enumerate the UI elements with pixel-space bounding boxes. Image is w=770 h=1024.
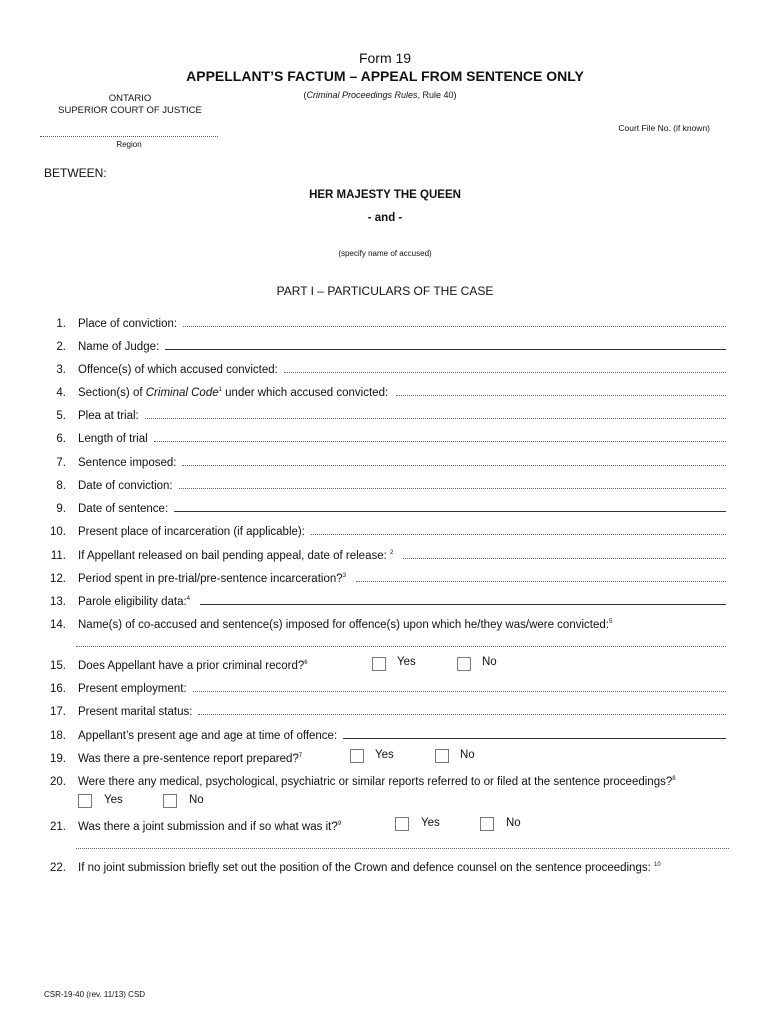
psr-no-checkbox[interactable] bbox=[435, 749, 449, 763]
incarceration-period-field[interactable] bbox=[356, 581, 726, 582]
item-label: Place of conviction: bbox=[78, 318, 178, 330]
yes-label: Yes bbox=[104, 794, 123, 806]
employment-field[interactable] bbox=[193, 691, 726, 692]
place-of-conviction-field[interactable] bbox=[183, 326, 726, 327]
item-label: Appellant’s present age and age at time of offence: bbox=[78, 730, 338, 742]
accused-name-hint: (specify name of accused) bbox=[338, 249, 432, 258]
item-label: Was there a joint submission and if so what was it?$^9$ bbox=[78, 821, 342, 833]
item-label: If no joint submission briefly set out the position of the Crown and defence counsel on the sentence proceedings: $^{10}$ bbox=[78, 862, 661, 874]
respondent-name: HER MAJESTY THE QUEEN bbox=[309, 189, 461, 201]
trial-length-field[interactable] bbox=[154, 441, 726, 442]
item-label: Was there a pre-sentence report prepared?$^7$ bbox=[78, 753, 303, 765]
item-row-18: 18. Appellant’s present age and age at time of offence: bbox=[44, 724, 726, 742]
reports-no-checkbox[interactable] bbox=[163, 794, 177, 808]
sentence-date-field[interactable] bbox=[174, 511, 726, 512]
parole-eligibility-field[interactable] bbox=[200, 604, 726, 605]
item-row-17: 17. Present marital status: bbox=[44, 700, 726, 718]
item-label: Plea at trial: bbox=[78, 410, 139, 422]
item-label: Sentence imposed: bbox=[78, 457, 177, 469]
rule-reference-italic: Criminal Proceedings Rules bbox=[306, 90, 418, 100]
item-label: Present employment: bbox=[78, 683, 187, 695]
prior-record-yes-checkbox[interactable] bbox=[372, 657, 386, 671]
item-label: Present marital status: bbox=[78, 706, 193, 718]
item-row-11: 11. If Appellant released on bail pending appeal, date of release: $^2$ bbox=[44, 544, 726, 562]
yes-label: Yes bbox=[421, 817, 440, 829]
item-row-8: 8. Date of conviction: bbox=[44, 474, 726, 492]
marital-status-field[interactable] bbox=[198, 714, 726, 715]
item-row-7: 7. Sentence imposed: bbox=[44, 451, 726, 469]
item-row-4: 4. Section(s) of Criminal Code$^1$ under which accused convicted: bbox=[44, 381, 726, 399]
item-row-10: 10. Present place of incarceration (if applicable): bbox=[44, 520, 726, 538]
item-row-21: 21. Was there a joint submission and if so what was it?$^9$ bbox=[50, 821, 342, 833]
between-label: BETWEEN: bbox=[44, 166, 107, 180]
no-label: No bbox=[460, 749, 475, 761]
judge-name-field[interactable] bbox=[165, 349, 726, 350]
no-label: No bbox=[482, 656, 497, 668]
form-title: APPELLANT’S FACTUM – APPEAL FROM SENTENCE ONLY bbox=[186, 68, 584, 84]
prior-record-no-checkbox[interactable] bbox=[457, 657, 471, 671]
item-row-12: 12. Period spent in pre-trial/pre-sentence incarceration?$^3$ bbox=[44, 567, 726, 585]
item-label: Name(s) of co-accused and sentence(s) imposed for offence(s) upon which he/they was/were convicted:$^5$ bbox=[78, 619, 613, 631]
no-label: No bbox=[506, 817, 521, 829]
rule-reference: (Criminal Proceedings Rules, Rule 40) bbox=[303, 90, 457, 100]
plea-field[interactable] bbox=[145, 418, 726, 419]
court-name: SUPERIOR COURT OF JUSTICE bbox=[58, 105, 202, 116]
sentence-imposed-field[interactable] bbox=[182, 465, 726, 466]
item-row-19: 19. Was there a pre-sentence report prepared?$^7$ bbox=[50, 753, 303, 765]
psr-yes-checkbox[interactable] bbox=[350, 749, 364, 763]
joint-submission-field[interactable] bbox=[76, 848, 729, 849]
item-row-16: 16. Present employment: bbox=[44, 677, 726, 695]
item-row-15: 15. Does Appellant have a prior criminal record?$^6$ bbox=[50, 660, 308, 672]
item-row-6: 6. Length of trial bbox=[44, 427, 726, 445]
item-row-22: 22. If no joint submission briefly set out the position of the Crown and defence counsel on the sentence proceedings: $^{10}$ bbox=[50, 862, 661, 874]
item-row-13: 13. Parole eligibility data:$^4$ bbox=[44, 590, 726, 608]
item-label: If Appellant released on bail pending appeal, date of release: $^2$ bbox=[78, 550, 394, 562]
age-field[interactable] bbox=[343, 738, 726, 739]
incarceration-place-field[interactable] bbox=[311, 534, 726, 535]
reports-yes-checkbox[interactable] bbox=[78, 794, 92, 808]
offences-field[interactable] bbox=[284, 372, 726, 373]
item-label: Date of conviction: bbox=[78, 480, 173, 492]
no-label: No bbox=[189, 794, 204, 806]
region-field[interactable] bbox=[40, 136, 218, 137]
item-label: Name of Judge: bbox=[78, 341, 160, 353]
item-row-20: 20. Were there any medical, psychological, psychiatric or similar reports referred to or filed at the sentence proceedings?$^8$ bbox=[50, 776, 676, 788]
item-label: Does Appellant have a prior criminal record?$^6$ bbox=[78, 660, 308, 672]
item-label: Period spent in pre-trial/pre-sentence incarceration?$^3$ bbox=[78, 573, 346, 585]
part1-heading: PART I – PARTICULARS OF THE CASE bbox=[276, 284, 494, 298]
item-row-3: 3. Offence(s) of which accused convicted: bbox=[44, 358, 726, 376]
yes-label: Yes bbox=[397, 656, 416, 668]
form-number: Form 19 bbox=[358, 50, 412, 66]
and-separator: - and - bbox=[367, 212, 403, 224]
release-date-field[interactable] bbox=[403, 558, 726, 559]
jurisdiction: ONTARIO bbox=[108, 93, 152, 104]
item-label: Were there any medical, psychological, psychiatric or similar reports referred to or filed at the sentence proceedings?$^8$ bbox=[78, 776, 676, 788]
co-accused-field[interactable] bbox=[76, 646, 726, 647]
court-file-label: Court File No. (if known) bbox=[618, 123, 710, 133]
region-label: Region bbox=[116, 140, 142, 149]
item-row-14: 14. Name(s) of co-accused and sentence(s) imposed for offence(s) upon which he/they was/were convicted:$^5$ bbox=[50, 619, 613, 631]
item-row-9: 9. Date of sentence: bbox=[44, 497, 726, 515]
item-row-2: 2. Name of Judge: bbox=[44, 335, 726, 353]
item-label: Section(s) of Criminal Code$^1$ under which accused convicted: bbox=[78, 387, 389, 399]
item-row-5: 5. Plea at trial: bbox=[44, 404, 726, 422]
item-label: Parole eligibility data:$^4$ bbox=[78, 596, 191, 608]
criminal-code-sections-field[interactable] bbox=[396, 395, 726, 396]
item-row-1: 1. Place of conviction: bbox=[44, 312, 726, 330]
yes-label: Yes bbox=[375, 749, 394, 761]
conviction-date-field[interactable] bbox=[179, 488, 726, 489]
item-label: Present place of incarceration (if applicable): bbox=[78, 526, 305, 538]
form-code: CSR-19-40 (rev. 11/13) CSD bbox=[44, 990, 146, 999]
item-label: Length of trial bbox=[78, 433, 148, 445]
item-label: Date of sentence: bbox=[78, 503, 169, 515]
joint-submission-no-checkbox[interactable] bbox=[480, 817, 494, 831]
joint-submission-yes-checkbox[interactable] bbox=[395, 817, 409, 831]
item-label: Offence(s) of which accused convicted: bbox=[78, 364, 278, 376]
court-heading bbox=[40, 93, 220, 117]
